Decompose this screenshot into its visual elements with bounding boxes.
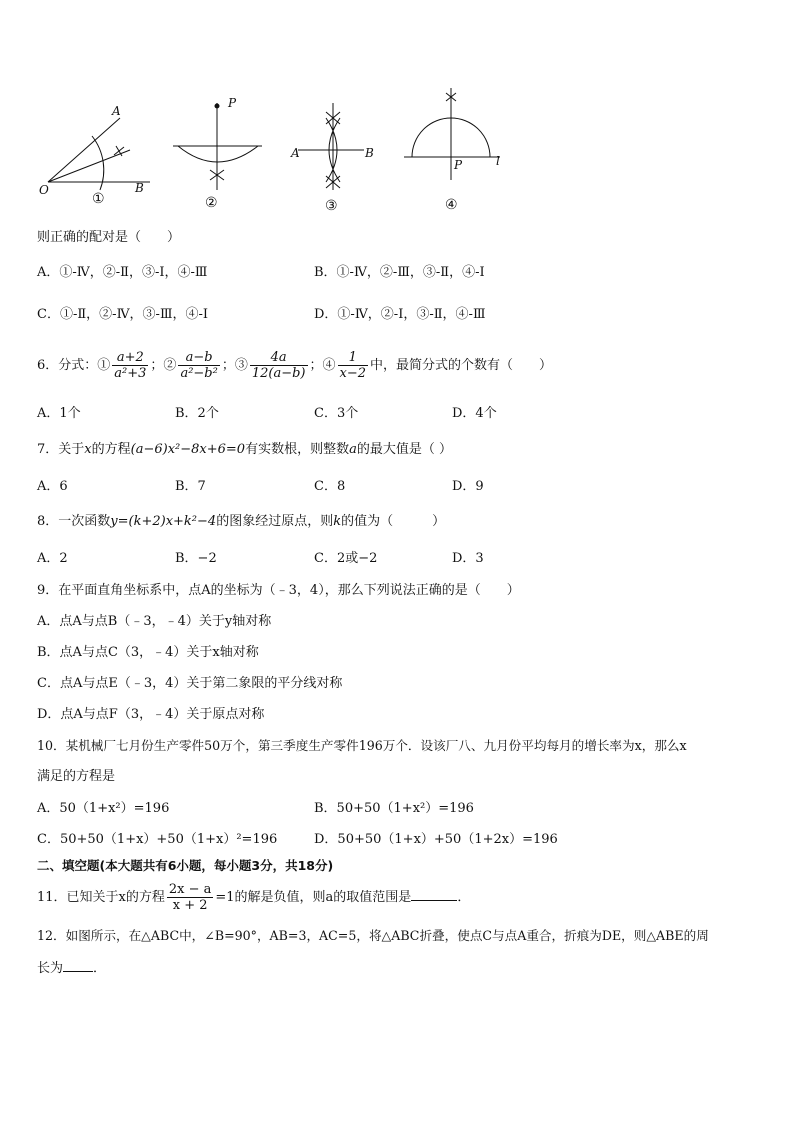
q6-f1-numerator: a+2	[112, 350, 148, 366]
fig1-label-O: O	[39, 183, 49, 197]
fig2-number: ②	[205, 195, 218, 211]
fig3-label-B: B	[365, 146, 374, 160]
q9-option-a: A．点A与点B（﹣3，﹣4）关于y轴对称	[37, 614, 272, 629]
figure-2-perpendicular-from-point	[173, 103, 262, 190]
q8-option-c: C．2或−2	[314, 551, 378, 566]
q7-option-a: A．6	[37, 479, 68, 494]
fig1-label-A: A	[112, 104, 121, 118]
q6-option-b: B．2个	[175, 406, 219, 421]
q10-option-c: C．50+50（1+x）+50（1+x）²=196	[37, 832, 278, 847]
q6-fraction-3	[250, 350, 308, 381]
q5-option-c: C．①-Ⅱ，②-Ⅳ，③-Ⅲ，④-Ⅰ	[37, 307, 209, 322]
q8-var-k: k	[333, 514, 342, 529]
q12-answer-blank[interactable]	[63, 959, 93, 972]
q6-f2-denominator: a²−b²	[180, 366, 218, 381]
q12-p1: 长为	[37, 961, 64, 976]
q7-p2: 的方程	[91, 442, 131, 457]
q6-option-a: A．1个	[37, 406, 81, 421]
q5-option-a: A．①-Ⅳ，②-Ⅱ，③-Ⅰ，④-Ⅲ	[37, 265, 208, 280]
fig3-label-A: A	[291, 146, 300, 160]
q7-option-b: B．7	[175, 479, 206, 494]
q11-answer-blank[interactable]	[411, 888, 457, 901]
q8-stem	[37, 514, 445, 530]
q9-option-d: D．点A与点F（3，﹣4）关于原点对称	[37, 707, 265, 722]
q11-numerator: 2x − a	[168, 882, 212, 897]
q6-fraction-4	[338, 350, 369, 381]
q9-option-c: C．点A与点E（﹣3，4）关于第二象限的平分线对称	[37, 676, 343, 691]
q11-p2: =1的解是负值，则a的取值范围是	[215, 890, 412, 905]
q8-p1: 8．一次函数	[37, 514, 111, 529]
q7-p4: 的最大值是（ ）	[356, 442, 452, 457]
q6-option-d: D．4个	[452, 406, 497, 421]
q6-f4-numerator: 1	[338, 350, 369, 366]
fig4-label-l: l	[496, 154, 500, 168]
q6-suffix: 中，最简分式的个数有（ ）	[370, 358, 553, 373]
q10-stem-line-1: 10．某机械厂七月份生产零件50万个，第三季度生产零件196万个．设该厂八、九月份平均每月的增长率为x，那么x	[37, 738, 687, 753]
q7-p3: 有实数根，则整数	[245, 442, 350, 457]
q6-sep4: ；④	[309, 358, 336, 373]
q6-f2-numerator: a−b	[178, 350, 219, 366]
q9-stem: 9．在平面直角坐标系中，点A的坐标为（﹣3，4），那么下列说法正确的是（ ）	[37, 583, 520, 598]
fig4-label-P: P	[454, 158, 463, 172]
q6-fraction-1	[112, 350, 148, 381]
fig1-label-B: B	[135, 181, 144, 195]
section-2-heading: 二、填空题(本大题共有6小题，每小题3分，共18分)	[37, 858, 334, 873]
q10-option-a: A．50（1+x²）=196	[37, 801, 170, 816]
figure-4-perpendicular-at-point	[404, 88, 500, 180]
q5-option-b: B．①-Ⅳ，②-Ⅲ，③-Ⅱ，④-Ⅰ	[314, 265, 485, 280]
q11-fraction	[167, 882, 214, 913]
figure-1-angle-bisector	[48, 118, 150, 190]
q5-stem: 则正确的配对是（ ）	[37, 230, 181, 245]
q7-var-a: a	[349, 442, 357, 457]
q11-denominator: x + 2	[172, 898, 208, 913]
q5-option-d: D．①-Ⅳ，②-Ⅰ，③-Ⅱ，④-Ⅲ	[314, 307, 486, 322]
q7-p1: 7．关于	[37, 442, 85, 457]
q12-p2: ．	[93, 961, 107, 976]
q10-option-b: B．50+50（1+x²）=196	[314, 801, 474, 816]
q8-option-d: D．3	[452, 551, 484, 566]
q10-stem-line-2: 满足的方程是	[37, 769, 116, 784]
fig3-number: ③	[325, 198, 338, 214]
q6-f3-denominator: 12(a−b)	[251, 366, 306, 381]
q6-f3-numerator: 4a	[250, 350, 308, 366]
q6-stem	[37, 346, 552, 386]
q7-option-d: D．9	[452, 479, 484, 494]
q12-line-2	[37, 959, 106, 977]
q10-option-d: D．50+50（1+x）+50（1+2x）=196	[314, 832, 558, 847]
q11-stem	[37, 878, 470, 918]
q8-equation: y=(k+2)x+k²−4	[110, 514, 217, 529]
q6-f4-denominator: x−2	[339, 366, 367, 381]
q6-prefix: 6．分式：①	[37, 358, 111, 373]
q9-option-b: B．点A与点C（3，﹣4）关于x轴对称	[37, 645, 259, 660]
q12-line-1: 12．如图所示，在△ABC中，∠B=90°，AB=3，AC=5，将△ABC折叠，使点C与点A重合，折痕为DE，则△ABE的周	[37, 928, 709, 943]
q8-p2: 的图象经过原点，则	[216, 514, 334, 529]
q6-sep2: ；②	[150, 358, 177, 373]
q6-sep3: ；③	[221, 358, 248, 373]
q8-option-a: A．2	[37, 551, 68, 566]
fig2-label-P: P	[228, 96, 237, 110]
q11-p1: 11．已知关于x的方程	[37, 890, 165, 905]
q6-fraction-2	[178, 350, 219, 381]
fig1-number: ①	[92, 191, 105, 207]
q6-f1-denominator: a²+3	[114, 366, 147, 381]
q7-var-x: x	[84, 442, 92, 457]
figure-3-perpendicular-bisector	[298, 103, 364, 190]
q8-p3: 的值为（ ）	[341, 514, 446, 529]
q11-p3: ．	[457, 890, 471, 905]
q6-option-c: C．3个	[314, 406, 359, 421]
q7-option-c: C．8	[314, 479, 346, 494]
fig4-number: ④	[445, 197, 458, 213]
q7-equation: (a−6)x²−8x+6=0	[130, 442, 246, 457]
q7-stem	[37, 442, 452, 458]
q8-option-b: B．−2	[175, 551, 217, 566]
